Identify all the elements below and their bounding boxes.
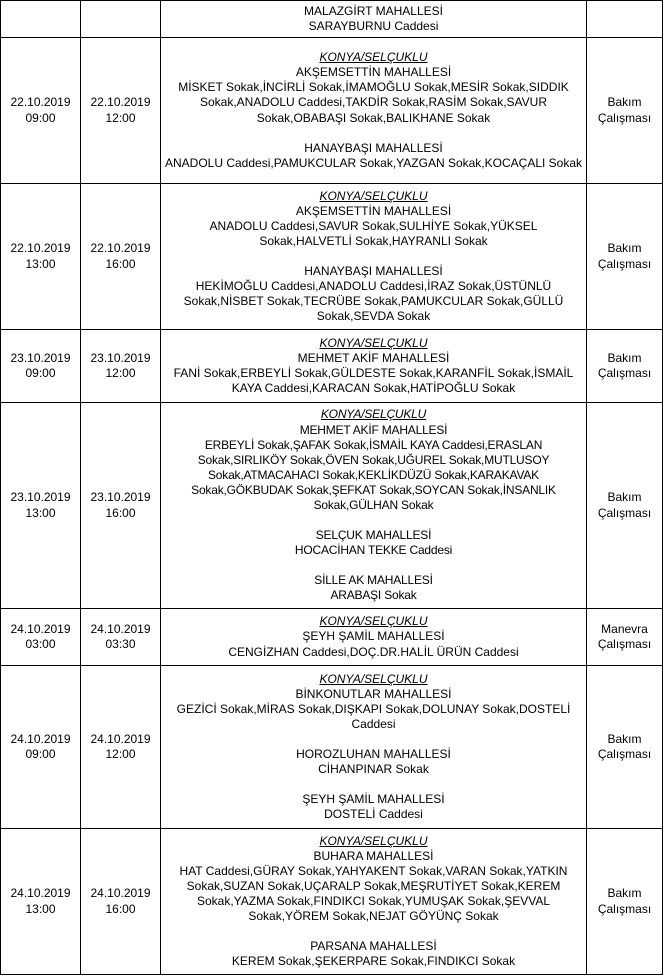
start-date: 23.10.2019 xyxy=(10,350,71,365)
city-district-heading: KONYA/SELÇUKLU xyxy=(319,614,428,629)
district-name: HANAYBAŞI MAHALLESİ xyxy=(304,264,443,278)
table-row xyxy=(1,184,663,330)
end-time: 12:00 xyxy=(105,366,136,380)
district-name: SELÇUK MAHALLESİ xyxy=(315,528,432,543)
work-type-line: Çalışması xyxy=(597,110,652,125)
work-type-line: Çalışması xyxy=(597,505,652,520)
work-type-cell xyxy=(587,609,663,666)
district-name: AKŞEMSETTİN MAHALLESİ xyxy=(295,203,452,218)
street-list: MİSKET Sokak,İNCİRLİ Sokak,İMAMOĞLU Sokak,MESİR Sokak,SIDDIK Sokak,ANADOLU Caddesi,TAKDİR Sokak,RASİM Sokak,SAVUR Sokak,OBABAŞI Sokak,BALIKHANE Sokak xyxy=(178,80,569,125)
work-type-line: Çalışması xyxy=(597,747,652,761)
end-cell xyxy=(81,1,161,38)
work-type-line: Çalışması xyxy=(597,256,652,271)
end-time: 16:00 xyxy=(105,256,136,271)
end-time: 12:00 xyxy=(105,110,136,125)
street-list: ANADOLU Caddesi,PAMUKCULAR Sokak,YAZGAN Sokak,KOCAÇALI Sokak xyxy=(164,155,583,170)
work-type-cell xyxy=(587,38,663,184)
street-list: HAT Caddesi,GÜRAY Sokak,YAHYAKENT Sokak,VARAN Sokak,YATKIN Sokak,SUZAN Sokak,UÇARALP Sokak,MEŞRUTİYET Sokak,KEREM Sokak,YAZMA Sokak,FINDIKCI Sokak,YUMUŞAK Sokak,ŞEVVAL Sokak,YÖREM Sokak,NEJAT GÖYÜNÇ Sokak xyxy=(179,863,568,924)
start-cell xyxy=(1,184,81,330)
table-row xyxy=(1,666,663,829)
street-list: ERBEYLİ Sokak,ŞAFAK Sokak,İSMAİL KAYA Caddesi,ERASLAN Sokak,SIRLIKÖY Sokak,ÖVEN Sokak,UĞUREL Sokak,MUTLUSOY Sokak,ATMACAHACI Sokak,KEKLİKDÜZÜ Sokak,KARAKAVAK Sokak,GÖKBUDAK Sokak,ŞEFKAT Sokak,SOYCAN Sokak,İNSANLIK Sokak,GÜLHAN Sokak xyxy=(191,437,556,513)
street-list: FANİ Sokak,ERBEYLİ Sokak,GÜLDESTE Sokak,KARANFİL Sokak,İSMAİL KAYA Caddesi,KARACAN Sokak,HATİPOĞLU Sokak xyxy=(173,366,574,396)
end-cell xyxy=(81,666,161,829)
end-date: 22.10.2019 xyxy=(90,95,151,110)
end-cell xyxy=(81,609,161,666)
start-time: 09:00 xyxy=(25,747,56,761)
city-district-heading: KONYA/SELÇUKLU xyxy=(319,833,428,848)
start-date: 22.10.2019 xyxy=(10,241,71,256)
end-time: 03:30 xyxy=(105,637,136,651)
district-name: MALAZGİRT MAHALLESİ xyxy=(304,3,443,18)
work-type-cell xyxy=(587,330,663,403)
table-row xyxy=(1,1,663,38)
city-district-heading: KONYA/SELÇUKLU xyxy=(319,188,428,203)
start-date: 24.10.2019 xyxy=(10,886,71,901)
work-type-line: Bakım xyxy=(607,241,642,256)
start-cell xyxy=(1,829,81,975)
work-type-cell xyxy=(587,1,663,38)
table-row xyxy=(1,330,663,403)
district-name: PARSANA MAHALLESİ xyxy=(310,939,437,954)
start-time: 09:00 xyxy=(25,110,56,125)
work-type-cell xyxy=(587,184,663,330)
table-row xyxy=(1,829,663,975)
table-row xyxy=(1,38,663,184)
work-type-cell xyxy=(587,666,663,829)
start-time: 09:00 xyxy=(25,366,56,380)
end-date: 23.10.2019 xyxy=(90,490,151,505)
start-date: 22.10.2019 xyxy=(10,95,71,110)
table-row xyxy=(1,609,663,666)
end-time: 12:00 xyxy=(105,747,136,761)
end-time: 16:00 xyxy=(105,505,136,520)
work-type-line: Çalışması xyxy=(597,901,652,916)
street-list: HEKİMOĞLU Caddesi,ANADOLU Caddesi,İRAZ Sokak,ÜSTÜNLÜ Sokak,NİSBET Sokak,TECRÜBE Sokak,PAMUKCULAR Sokak,GÜLLÜ Sokak,SEVDA Sokak xyxy=(183,279,564,324)
district-name: BUHARA MAHALLESİ xyxy=(313,848,434,863)
district-name: ŞEYH ŞAMİL MAHALLESİ xyxy=(302,792,445,807)
location-cell xyxy=(161,609,587,666)
end-cell xyxy=(81,829,161,975)
end-date: 24.10.2019 xyxy=(90,621,151,636)
start-time: 13:00 xyxy=(25,256,56,271)
end-cell xyxy=(81,403,161,609)
work-type-line: Manevra xyxy=(601,621,648,636)
district-name: MEHMET AKİF MAHALLESİ xyxy=(297,350,450,365)
work-type-line: Bakım xyxy=(607,490,642,505)
outage-table-body xyxy=(1,1,663,975)
work-type-line: Bakım xyxy=(607,95,642,110)
district-name: SİLLE AK MAHALLESİ xyxy=(314,573,433,588)
work-type-line: Bakım xyxy=(607,350,642,365)
city-district-heading: KONYA/SELÇUKLU xyxy=(319,335,428,350)
start-time: 13:00 xyxy=(25,901,56,916)
city-district-heading: KONYA/SELÇUKLU xyxy=(319,671,428,686)
street-list: ANADOLU Caddesi,SAVUR Sokak,SULHİYE Sokak,YÜKSEL Sokak,HALVETLİ Sokak,HAYRANLI Sokak xyxy=(209,218,538,248)
district-name: HOROZLUHAN MAHALLESİ xyxy=(296,747,451,761)
start-cell xyxy=(1,609,81,666)
district-name: AKŞEMSETTİN MAHALLESİ xyxy=(295,65,452,80)
start-cell xyxy=(1,1,81,38)
start-date: 24.10.2019 xyxy=(10,731,71,746)
district-name: ŞEYH ŞAMİL MAHALLESİ xyxy=(302,629,445,644)
start-date: 23.10.2019 xyxy=(10,490,71,505)
end-date: 24.10.2019 xyxy=(90,886,151,901)
start-time: 13:00 xyxy=(25,505,56,520)
street-list: ARABAŞI Sokak xyxy=(330,588,417,603)
table-row xyxy=(1,403,663,609)
district-name: BİNKONUTLAR MAHALLESİ xyxy=(295,686,452,701)
end-time: 16:00 xyxy=(105,901,136,916)
street-list: SARAYBURNU Caddesi xyxy=(308,18,439,33)
start-date: 24.10.2019 xyxy=(10,621,71,636)
start-cell xyxy=(1,38,81,184)
work-type-line: Çalışması xyxy=(597,637,652,651)
end-date: 24.10.2019 xyxy=(90,731,151,746)
city-district-heading: KONYA/SELÇUKLU xyxy=(320,407,427,422)
district-name: MEHMET AKİF MAHALLESİ xyxy=(299,422,448,437)
location-cell xyxy=(161,403,587,609)
end-cell xyxy=(81,184,161,330)
street-list: KEREM Sokak,ŞEKERPARE Sokak,FINDIKCI Sokak xyxy=(231,954,516,969)
work-type-line: Bakım xyxy=(607,886,642,901)
location-cell xyxy=(161,666,587,829)
end-cell xyxy=(81,38,161,184)
end-date: 23.10.2019 xyxy=(90,350,151,365)
work-type-cell xyxy=(587,403,663,609)
end-cell xyxy=(81,330,161,403)
work-type-cell xyxy=(587,829,663,975)
street-list: HOCACİHAN TEKKE Caddesi xyxy=(294,543,453,558)
street-list: CİHANPINAR Sokak xyxy=(318,762,429,777)
street-list: GEZİCİ Sokak,MİRAS Sokak,DIŞKAPI Sokak,DOLUNAY Sokak,DOSTELİ Caddesi xyxy=(176,701,571,731)
location-cell xyxy=(161,184,587,330)
district-name: HANAYBAŞI MAHALLESİ xyxy=(304,140,443,155)
start-cell xyxy=(1,666,81,829)
street-list: CENGİZHAN Caddesi,DOÇ.DR.HALİL ÜRÜN Caddesi xyxy=(228,644,519,659)
location-cell xyxy=(161,330,587,403)
work-type-line: Bakım xyxy=(607,731,642,746)
location-cell xyxy=(161,38,587,184)
start-cell xyxy=(1,403,81,609)
location-cell xyxy=(161,829,587,975)
location-cell xyxy=(161,1,587,38)
start-time: 03:00 xyxy=(25,637,56,651)
end-date: 22.10.2019 xyxy=(90,241,151,256)
city-district-heading: KONYA/SELÇUKLU xyxy=(319,50,428,65)
street-list: DOSTELİ Caddesi xyxy=(324,807,423,822)
work-type-line: Çalışması xyxy=(597,366,652,380)
start-cell xyxy=(1,330,81,403)
